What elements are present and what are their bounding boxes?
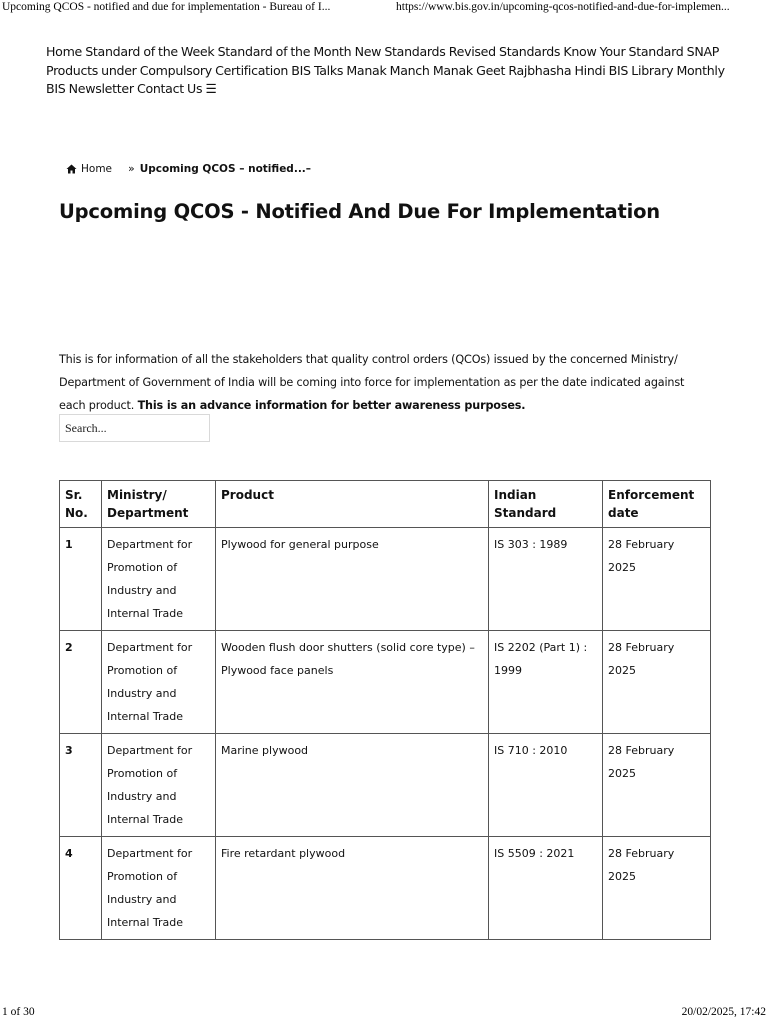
table-header-row (60, 481, 711, 528)
nav-standard-of-the-week[interactable]: Standard of the Week (85, 44, 215, 59)
cell-srno: 2 (60, 631, 102, 734)
nav-bis-talks[interactable]: BIS Talks (291, 62, 344, 78)
cell-date: 28 February 2025 (603, 631, 711, 734)
home-icon (66, 164, 77, 174)
breadcrumb-home-link[interactable] (66, 163, 112, 175)
nav-rajbhasha-hindi[interactable]: Rajbhasha Hindi (508, 62, 606, 78)
top-navigation (46, 43, 726, 99)
print-footer (0, 1006, 768, 1024)
search-input[interactable] (59, 414, 210, 442)
cell-product: Fire retardant plywood (216, 837, 489, 940)
cell-date: 28 February 2025 (603, 528, 711, 631)
nav-snap[interactable]: SNAP (686, 44, 720, 59)
print-footer-page: 1 of 30 (2, 1006, 35, 1018)
breadcrumb-current: Upcoming QCOS – notified...– (139, 162, 312, 175)
cell-ministry: Department for Promotion of Industry and Internal Trade (102, 631, 216, 734)
table-row (60, 631, 711, 734)
print-header-url: https://www.bis.gov.in/upcoming-qcos-notified-and-due-for-implemen... (396, 1, 730, 13)
table-row (60, 837, 711, 940)
cell-standard: IS 710 : 2010 (489, 734, 603, 837)
cell-srno: 4 (60, 837, 102, 940)
nav-manak-manch[interactable]: Manak Manch (346, 62, 430, 78)
header-srno: Sr. No. (60, 481, 102, 528)
cell-date: 28 February 2025 (603, 837, 711, 940)
nav-products-under-compulsory-certification[interactable]: Products under Compulsory Certification (46, 62, 289, 78)
nav-manak-geet[interactable]: Manak Geet (432, 62, 506, 78)
page-title: Upcoming QCOS - Notified And Due For Implementation (59, 200, 660, 223)
nav-monthly-bis-newsletter[interactable]: Monthly BIS Newsletter (46, 62, 725, 96)
cell-standard: IS 5509 : 2021 (489, 837, 603, 940)
cell-product: Plywood for general purpose (216, 528, 489, 631)
intro-paragraph (59, 348, 709, 417)
nav-standard-of-the-month[interactable]: Standard of the Month (217, 44, 352, 59)
cell-standard: IS 2202 (Part 1) : 1999 (489, 631, 603, 734)
header-enforcement-date: Enforcement date (603, 481, 711, 528)
intro-bold-text: This is an advance information for better awareness purposes. (137, 399, 526, 412)
cell-product: Marine plywood (216, 734, 489, 837)
intro-text: This is for information of all the stakeholders that quality control orders (QCOs) issued by the concerned Ministry/ Department of Government of India will be coming into force for implementation as per the date indicated against each product. (59, 353, 685, 412)
cell-date: 28 February 2025 (603, 734, 711, 837)
breadcrumb (66, 162, 311, 175)
cell-srno: 1 (60, 528, 102, 631)
cell-ministry: Department for Promotion of Industry and Internal Trade (102, 837, 216, 940)
nav-new-standards[interactable]: New Standards (354, 44, 446, 59)
nav-know-your-standard[interactable]: Know Your Standard (563, 44, 684, 59)
hamburger-menu-icon[interactable]: ☰ (205, 81, 217, 96)
nav-home[interactable]: Home (46, 44, 82, 59)
header-ministry: Ministry/ Department (102, 481, 216, 528)
cell-product: Wooden flush door shutters (solid core type) – Plywood face panels (216, 631, 489, 734)
nav-bis-library[interactable]: BIS Library (608, 62, 674, 78)
cell-srno: 3 (60, 734, 102, 837)
table-row (60, 734, 711, 837)
cell-ministry: Department for Promotion of Industry and Internal Trade (102, 734, 216, 837)
print-header-title: Upcoming QCOS - notified and due for implementation - Bureau of I... (2, 1, 331, 13)
header-product: Product (216, 481, 489, 528)
table-row (60, 528, 711, 631)
nav-revised-standards[interactable]: Revised Standards (448, 44, 561, 59)
qco-table (59, 480, 711, 940)
cell-ministry: Department for Promotion of Industry and Internal Trade (102, 528, 216, 631)
print-header (0, 0, 768, 20)
header-indian-standard: Indian Standard (489, 481, 603, 528)
breadcrumb-home-label: Home (81, 162, 113, 175)
nav-contact-us[interactable]: Contact Us (136, 81, 203, 96)
print-footer-datetime: 20/02/2025, 17:42 (681, 1006, 766, 1018)
cell-standard: IS 303 : 1989 (489, 528, 603, 631)
breadcrumb-separator: » (128, 162, 135, 175)
